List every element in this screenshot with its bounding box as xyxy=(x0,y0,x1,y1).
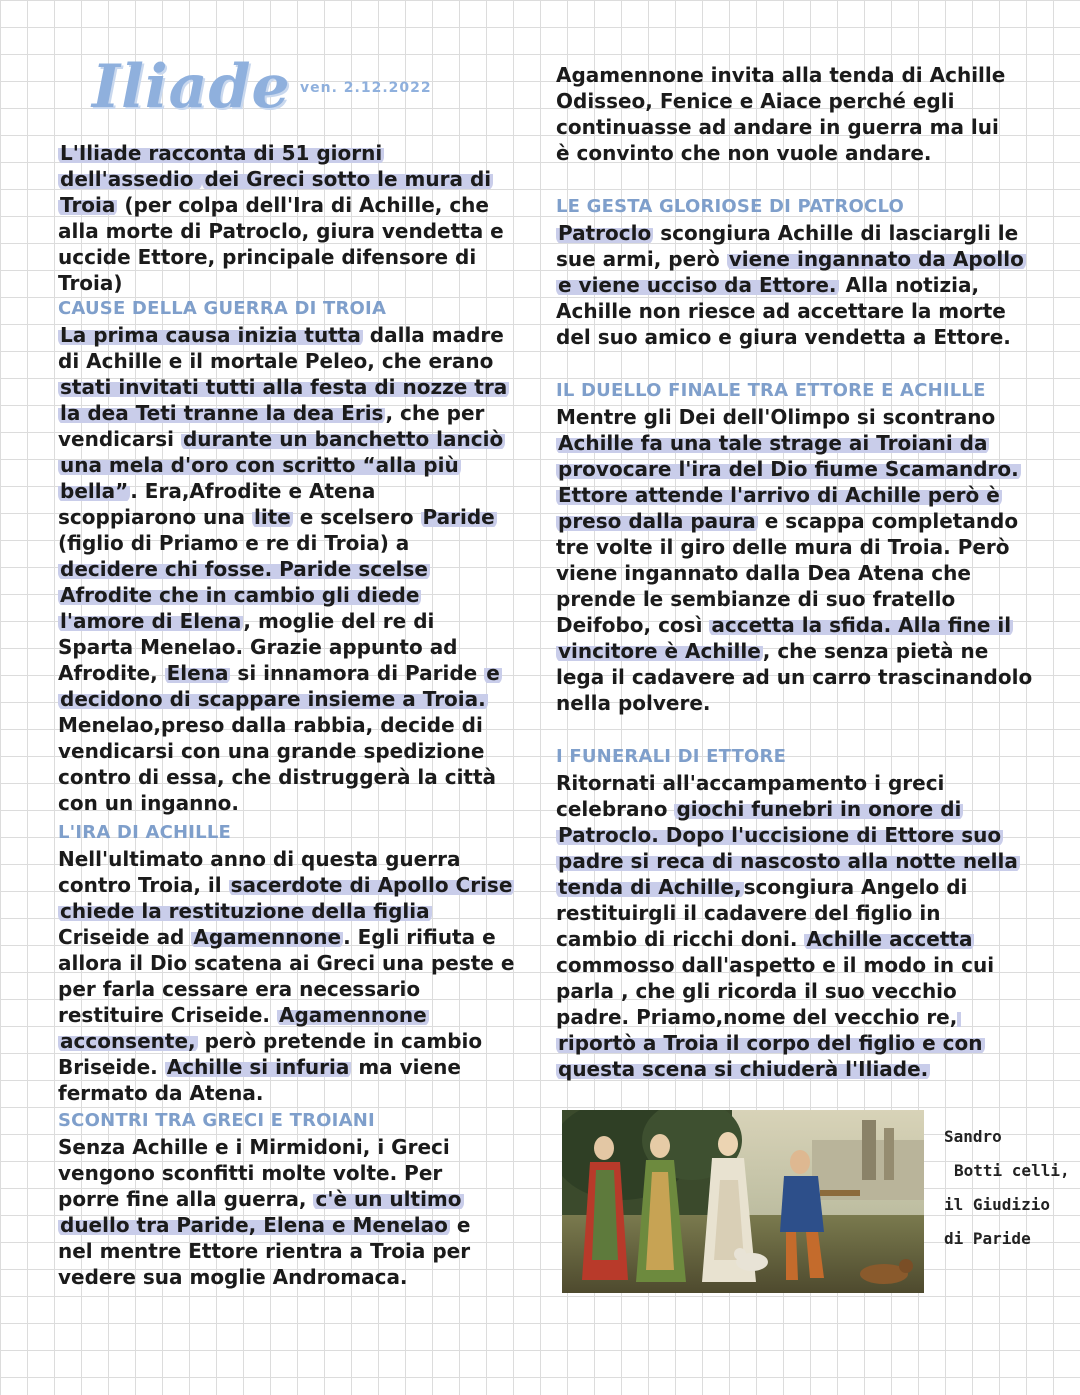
highlighted-text: Patroclo xyxy=(558,221,652,245)
highlighted-text: Achille si infuria xyxy=(166,1055,350,1079)
text-segment: (per colpa dell'Ira di Achille, che alla morte di Patroclo, giura vendetta e uccide Ettore, principale difensore di Troia) xyxy=(58,193,504,295)
caption-line-3: il Giudizio xyxy=(944,1195,1050,1214)
scontri-section xyxy=(58,1108,498,1290)
highlighted-text: c'è un ultimo duello tra Paride, Elena e Menelao xyxy=(60,1187,462,1237)
text-segment: però pretende in cambio Briseide. xyxy=(58,1029,483,1079)
text-segment: Criseide ad xyxy=(58,925,192,949)
scontri-heading: SCONTRI TRA GRECI E TROIANI xyxy=(58,1110,375,1131)
page-date: ven. 2.12.2022 xyxy=(300,80,432,96)
text-segment: Mentre gli Dei dell'Olimpo si scontrano xyxy=(556,405,996,429)
highlighted-text: giochi funebri in onore di Patroclo. Dopo l'uccisione di Ettore suo padre si reca di nascosto alla notte nella tenda di Achille, xyxy=(558,797,1018,899)
ira-heading: L'IRA DI ACHILLE xyxy=(58,822,231,843)
duello-section xyxy=(556,378,1034,716)
highlighted-text: e decidono di scappare insieme a Troia. xyxy=(60,661,500,711)
highlighted-text: viene ingannato da Apollo e viene ucciso da Ettore. xyxy=(558,247,1024,297)
text-segment: e scappa completando tre volte il giro delle mura di Troia. Però viene ingannato dalla Dea Atena che prende le sembianze di suo fratello Deifobo, così xyxy=(556,509,1019,637)
highlighted-text: L'Iliade racconta di 51 giorni dell'assedio xyxy=(60,141,383,191)
text-segment: dalla madre di Achille e il mortale Peleo, che erano xyxy=(58,323,504,373)
text-segment: . Egli rifiuta e allora il Dio scatena ai Greci una peste e per farla cessare era necessario restituire Criseide. xyxy=(58,925,515,1027)
painting-caption xyxy=(944,1120,1070,1256)
highlighted-text: Paride xyxy=(422,505,495,529)
text-segment: scongiura Angelo di restituirgli il cadavere del figlio in cambio di ricchi doni. xyxy=(556,875,968,951)
highlighted-text: Elena xyxy=(166,661,229,685)
funerali-paragraph xyxy=(556,770,1026,1082)
duello-paragraph xyxy=(556,404,1034,716)
text-segment: Nell'ultimato anno di questa guerra contro Troia, il xyxy=(58,847,461,897)
scontri-paragraph xyxy=(58,1134,498,1290)
highlighted-text: Achille fa una tale strage ai Troiani da provocare l'ira del Dio fiume Scamandro. Ettore attende l'arrivo di Achille però è preso dalla paura xyxy=(558,431,1019,533)
highlighted-text: Agamennone acconsente, xyxy=(60,1003,427,1053)
caption-line-1: Sandro xyxy=(944,1127,1002,1146)
highlighted-text: durante un banchetto lanciò una mela d'oro con scritto “alla più bella” xyxy=(60,427,504,503)
text-segment: ma viene fermato da Atena. xyxy=(58,1055,461,1105)
text-segment: Ritornati all'accampamento i greci celebrano xyxy=(556,771,945,821)
patroclo-heading: LE GESTA GLORIOSE DI PATROCLO xyxy=(556,196,904,217)
cause-section xyxy=(58,296,510,816)
intro-section xyxy=(58,140,518,296)
highlighted-text: accetta la sfida. Alla fine il vincitore è Achille xyxy=(558,613,1012,663)
ira-paragraph xyxy=(58,846,520,1106)
highlighted-text: lite xyxy=(253,505,291,529)
patroclo-paragraph xyxy=(556,220,1026,350)
highlighted-text: Agamennone xyxy=(193,925,342,949)
caption-line-4: di Paride xyxy=(944,1229,1031,1248)
intro-paragraph xyxy=(58,140,518,296)
funerali-heading: I FUNERALI DI ETTORE xyxy=(556,746,787,767)
text-segment: (figlio di Priamo e re di Troia) a xyxy=(58,531,410,555)
text-segment: commosso dall'aspetto e il modo in cui parla , che gli ricorda il suo vecchio padre. Priamo,nome del vecchio re, xyxy=(556,953,995,1029)
highlighted-text: riportò a Troia il corpo del figlio e con questa scena si chiuderà l'Iliade. xyxy=(556,1005,985,1081)
cause-paragraph xyxy=(58,322,510,816)
highlighted-text: Achille accetta xyxy=(806,927,973,951)
highlighted-text: sacerdote di Apollo Crise chiede la restituzione della figlia xyxy=(60,873,513,923)
text-segment: Agamennone invita alla tenda di Achille Odisseo, Fenice e Aiace perché egli continuasse ad andare in guerra ma lui è convinto che non vuole andare. xyxy=(556,63,1006,165)
text-segment: scongiura Achille di lasciargli le sue armi, però xyxy=(556,221,1019,271)
text-segment: Menelao,preso dalla rabbia, decide di vendicarsi con una grande spedizione contro di essa, che distruggerà la città con un inganno. xyxy=(58,713,497,815)
agamennone-section xyxy=(556,62,1016,166)
text-segment: Senza Achille e i Mirmidoni, i Greci vengono sconfitti molte volte. Per porre fine alla guerra, xyxy=(58,1135,450,1211)
text-segment: , che senza pietà ne lega il cadavere ad un carro trascinandolo nella polvere. xyxy=(556,639,1033,715)
ira-section xyxy=(58,820,520,1106)
page-title: Iliade xyxy=(92,52,291,122)
duello-heading: IL DUELLO FINALE TRA ETTORE E ACHILLE xyxy=(556,380,986,401)
highlighted-text: dei Greci sotto le mura di Troia xyxy=(60,167,492,217)
text-segment: e scelsero xyxy=(292,505,421,529)
highlighted-text: La prima causa inizia tutta xyxy=(60,323,361,347)
agamennone-paragraph xyxy=(556,62,1016,166)
text-segment: Alla notizia, Achille non riesce ad accettare la morte del suo amico e giura vendetta a Ettore. xyxy=(556,273,1011,349)
cause-heading: CAUSE DELLA GUERRA DI TROIA xyxy=(58,298,387,319)
text-segment: . Era,Afrodite e Atena scoppiarono una xyxy=(58,479,376,529)
text-segment: e nel mentre Ettore rientra a Troia per vedere sua moglie Andromaca. xyxy=(58,1213,471,1289)
text-segment: , che per vendicarsi xyxy=(58,401,485,451)
caption-line-2: Botti celli, xyxy=(954,1161,1070,1180)
text-segment: , moglie del re di Sparta Menelao. Grazie appunto ad Afrodite, xyxy=(58,609,458,685)
text-segment: si innamora di Paride xyxy=(230,661,485,685)
highlighted-text: stati invitati tutti alla festa di nozze tra la dea Teti tranne la dea Eris xyxy=(60,375,508,425)
patroclo-section xyxy=(556,194,1026,350)
botticelli-painting xyxy=(562,1110,924,1293)
highlighted-text: decidere chi fosse. Paride scelse Afrodite che in cambio gli diede l'amore di Elena xyxy=(60,557,428,633)
funerali-section xyxy=(556,744,1026,1082)
